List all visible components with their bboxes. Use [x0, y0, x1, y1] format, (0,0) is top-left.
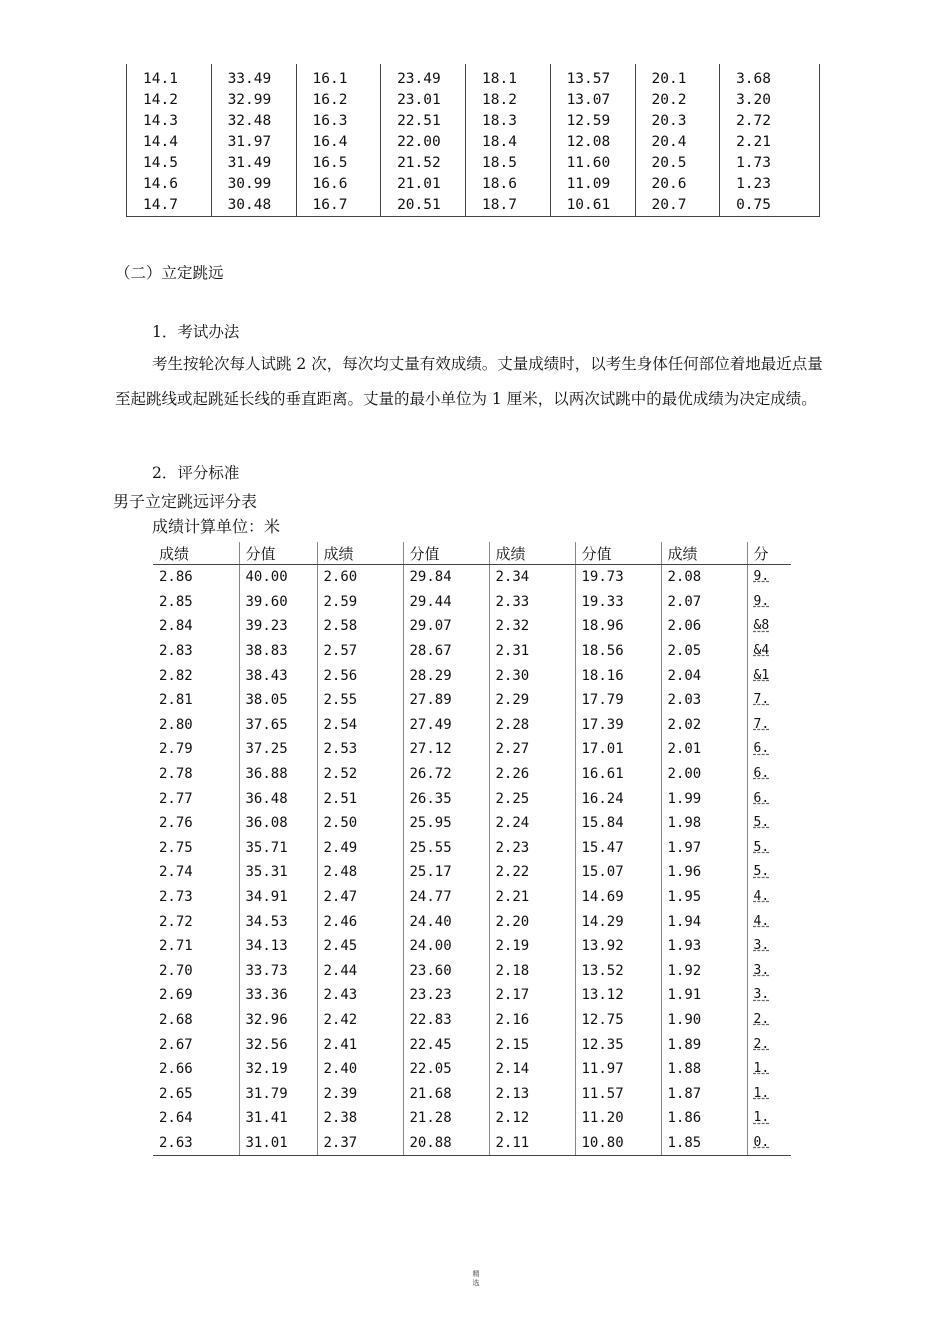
table-cell: 19.73 [575, 565, 661, 590]
table-cell: 1.95 [661, 885, 747, 910]
table-cell: 33.49 [211, 64, 296, 90]
table-cell: 1.99 [661, 786, 747, 811]
table-cell: 2.39 [317, 1081, 403, 1106]
table-cell: 2.66 [159, 1061, 193, 1078]
table-cell: 10.61 [550, 195, 635, 217]
table-cell: 17.01 [575, 737, 661, 762]
top-score-table [126, 64, 820, 217]
exam-method-text: 考生按轮次每人试跳 2 次，每次均丈量有效成绩。丈量成绩时，以考生身体任何部位着地最近点量至起跳线或起跳延长线的垂直距离。丈量的最小单位为 1 厘米，以两次试跳中的最优成绩为决定成绩。 [115, 355, 823, 408]
table-cell: 27.89 [403, 688, 489, 713]
table-row [153, 983, 791, 1008]
table-cell: 33.73 [239, 959, 317, 984]
table-cell: 19.33 [575, 590, 661, 615]
table-row [153, 639, 791, 664]
table-cell: 2.85 [159, 593, 193, 610]
table-cell: 2.08 [661, 565, 747, 590]
table-cell: 2.15 [489, 1032, 575, 1057]
table-cell: 36.88 [239, 762, 317, 787]
table-cell: 2.05 [661, 639, 747, 664]
table-cell: 35.31 [239, 860, 317, 885]
table-cell: 16.24 [575, 786, 661, 811]
table-cell: 11.57 [575, 1081, 661, 1106]
table-cell: 38.05 [239, 688, 317, 713]
table-cell: 2.57 [317, 639, 403, 664]
table-cell: 2.40 [317, 1057, 403, 1082]
table-cell: 1.94 [661, 909, 747, 934]
unit-line: 成绩计算单位：米 [152, 517, 281, 536]
table-cell: 1.93 [661, 934, 747, 959]
table-cell: 11.20 [575, 1106, 661, 1131]
section-title: （二）立定跳远 [115, 264, 224, 282]
table-cell: 2.56 [317, 663, 403, 688]
table-cell: 13.07 [550, 90, 635, 111]
table-cell: 18.16 [575, 663, 661, 688]
table-cell: 1.86 [661, 1106, 747, 1131]
table-cell: 2.41 [317, 1032, 403, 1057]
table-cell: 2.17 [489, 983, 575, 1008]
table-cell: 2.72 [159, 913, 193, 930]
table-cell: 20.7 [635, 195, 720, 217]
table-cell: 2.19 [489, 934, 575, 959]
table-cell: 2.78 [159, 766, 193, 783]
table-cell: 1.89 [661, 1032, 747, 1057]
table-cell: 2.25 [489, 786, 575, 811]
table-cell: 6. [747, 737, 791, 762]
table-row [127, 111, 820, 132]
table-cell: 24.00 [403, 934, 489, 959]
table-row [153, 836, 791, 861]
table-cell: 2.83 [159, 643, 193, 660]
table-cell: 20.1 [635, 64, 720, 90]
table-cell: 2.49 [317, 836, 403, 861]
table-cell: 2.81 [159, 692, 193, 709]
table-cell: &1 [747, 663, 791, 688]
table-row [153, 1032, 791, 1057]
table-cell: 2.74 [159, 864, 193, 881]
table-cell: 2.13 [489, 1081, 575, 1106]
table-cell: 2. [747, 1032, 791, 1057]
table-cell: 14.6 [127, 174, 212, 195]
table-cell: 18.96 [575, 614, 661, 639]
table-row [153, 860, 791, 885]
table-row [153, 1106, 791, 1131]
table-cell: 29.07 [403, 614, 489, 639]
table-cell: 27.12 [403, 737, 489, 762]
table-cell: 21.68 [403, 1081, 489, 1106]
table-cell: 2.71 [159, 938, 193, 955]
table-cell: 20.2 [635, 90, 720, 111]
table-cell: 7. [747, 688, 791, 713]
table-cell: 14.69 [575, 885, 661, 910]
table-cell: 14.7 [127, 195, 212, 217]
table-cell: 16.3 [296, 111, 381, 132]
table-row [153, 737, 791, 762]
table-row [153, 811, 791, 836]
table-cell: 16.5 [296, 153, 381, 174]
table-cell: 18.5 [466, 153, 551, 174]
table-row [153, 786, 791, 811]
table-cell: 34.91 [239, 885, 317, 910]
table-row [153, 713, 791, 738]
table-cell: 25.17 [403, 860, 489, 885]
table-cell: 38.83 [239, 639, 317, 664]
table-cell: 40.00 [239, 565, 317, 590]
table-row [153, 663, 791, 688]
table-caption: 男子立定跳远评分表 [113, 492, 258, 511]
table-cell: 2.73 [159, 889, 193, 906]
table-cell: 4. [747, 909, 791, 934]
table-cell: 25.55 [403, 836, 489, 861]
table-cell: 2.86 [159, 569, 193, 586]
table-cell: 1. [747, 1081, 791, 1106]
table-cell: 31.41 [239, 1106, 317, 1131]
table-cell: 20.5 [635, 153, 720, 174]
table-cell: 14.2 [127, 90, 212, 111]
table-cell: 22.05 [403, 1057, 489, 1082]
table-row [153, 909, 791, 934]
table-cell: 2.37 [317, 1131, 403, 1156]
table-cell: 18.3 [466, 111, 551, 132]
column-header: 成绩 [661, 542, 747, 565]
table-cell: 23.01 [381, 90, 466, 111]
table-cell: 23.23 [403, 983, 489, 1008]
table-cell: 26.35 [403, 786, 489, 811]
table-cell: 15.84 [575, 811, 661, 836]
column-header: 成绩 [317, 542, 403, 565]
table-cell: 4. [747, 885, 791, 910]
table-cell: 29.44 [403, 590, 489, 615]
footer-mark: 精选 [472, 1270, 480, 1287]
table-cell: 2.72 [720, 111, 820, 132]
table-cell: 2.54 [317, 713, 403, 738]
table-cell: 2.32 [489, 614, 575, 639]
table-cell: 2.77 [159, 790, 193, 807]
table-cell: 2.67 [159, 1036, 193, 1053]
table-cell: 3. [747, 959, 791, 984]
table-cell: 29.84 [403, 565, 489, 590]
table-cell: 20.4 [635, 132, 720, 153]
table-cell: 2.16 [489, 1008, 575, 1033]
table-cell: 1. [747, 1057, 791, 1082]
table-cell: 12.75 [575, 1008, 661, 1033]
table-cell: 31.97 [211, 132, 296, 153]
table-cell: 2.12 [489, 1106, 575, 1131]
table-cell: 31.49 [211, 153, 296, 174]
table-cell: 2.53 [317, 737, 403, 762]
table-cell: 1.97 [661, 836, 747, 861]
table-cell: 2.21 [489, 885, 575, 910]
table-cell: 2.58 [317, 614, 403, 639]
table-cell: 20.51 [381, 195, 466, 217]
table-cell: 2.75 [159, 839, 193, 856]
table-cell: 21.28 [403, 1106, 489, 1131]
table-cell: 1.91 [661, 983, 747, 1008]
table-cell: 2.11 [489, 1131, 575, 1156]
table-cell: 2.01 [661, 737, 747, 762]
table-cell: 37.65 [239, 713, 317, 738]
table-cell: 32.99 [211, 90, 296, 111]
table-cell: 2.45 [317, 934, 403, 959]
table-cell: 2.63 [153, 1131, 239, 1156]
table-cell: 10.80 [575, 1131, 661, 1156]
table-cell: &8 [747, 614, 791, 639]
table-cell: 39.23 [239, 614, 317, 639]
table-cell: 18.6 [466, 174, 551, 195]
table-row [153, 762, 791, 787]
table-cell: 1.92 [661, 959, 747, 984]
table-cell: 16.61 [575, 762, 661, 787]
table-cell: 2.65 [159, 1085, 193, 1102]
table-cell: 20.3 [635, 111, 720, 132]
table-cell: 32.19 [239, 1057, 317, 1082]
table-cell: 1. [747, 1106, 791, 1131]
table-cell: 15.07 [575, 860, 661, 885]
table-cell: 18.7 [466, 195, 551, 217]
table-cell: 9. [747, 590, 791, 615]
table-cell: 2.24 [489, 811, 575, 836]
table-cell: 17.39 [575, 713, 661, 738]
table-cell: 23.60 [403, 959, 489, 984]
table-cell: 16.1 [296, 64, 381, 90]
table-row [127, 174, 820, 195]
table-row [153, 934, 791, 959]
table-cell: 2.47 [317, 885, 403, 910]
column-header: 分值 [239, 542, 317, 565]
table-cell: 2.52 [317, 762, 403, 787]
table-cell: 2.00 [661, 762, 747, 787]
table-cell: 2.29 [489, 688, 575, 713]
table-cell: 1.85 [661, 1131, 747, 1156]
table-cell: 20.6 [635, 174, 720, 195]
table-cell: 2.44 [317, 959, 403, 984]
table-cell: 2.48 [317, 860, 403, 885]
table-cell: 11.97 [575, 1057, 661, 1082]
table-cell: 16.6 [296, 174, 381, 195]
table-cell: 31.01 [239, 1131, 317, 1156]
table-cell: 35.71 [239, 836, 317, 861]
table-cell: 1.96 [661, 860, 747, 885]
table-cell: 13.12 [575, 983, 661, 1008]
table-row [153, 1081, 791, 1106]
table-cell: 22.83 [403, 1008, 489, 1033]
table-row [153, 959, 791, 984]
table-cell: 2.69 [159, 987, 193, 1004]
table-row [153, 885, 791, 910]
table-cell: 0.75 [720, 195, 820, 217]
column-header: 分 [747, 542, 791, 565]
table-cell: 36.08 [239, 811, 317, 836]
table-cell: 16.4 [296, 132, 381, 153]
table-cell: 28.67 [403, 639, 489, 664]
table-cell: 11.60 [550, 153, 635, 174]
table-cell: 18.2 [466, 90, 551, 111]
table-cell: 11.09 [550, 174, 635, 195]
table-cell: 32.96 [239, 1008, 317, 1033]
table-cell: 18.56 [575, 639, 661, 664]
table-cell: 2.68 [159, 1011, 193, 1028]
table-cell: 31.79 [239, 1081, 317, 1106]
table-cell: 2.79 [159, 741, 193, 758]
exam-method-heading: 1．考试办法 [152, 323, 240, 341]
table-cell: 2.59 [317, 590, 403, 615]
table-cell: 26.72 [403, 762, 489, 787]
table-cell: 1.87 [661, 1081, 747, 1106]
table-cell: 20.88 [403, 1131, 489, 1156]
table-cell: 0. [747, 1131, 791, 1156]
table-cell: 2.07 [661, 590, 747, 615]
table-cell: 23.49 [381, 64, 466, 90]
table-cell: 13.92 [575, 934, 661, 959]
table-cell: 17.79 [575, 688, 661, 713]
table-cell: 12.08 [550, 132, 635, 153]
table-cell: 2.30 [489, 663, 575, 688]
table-cell: 2.27 [489, 737, 575, 762]
table-cell: 2.26 [489, 762, 575, 787]
table-cell: 15.47 [575, 836, 661, 861]
table-cell: 2.33 [489, 590, 575, 615]
table-cell: 30.99 [211, 174, 296, 195]
table-row [127, 153, 820, 174]
table-cell: 1.90 [661, 1008, 747, 1033]
table-cell: 2.20 [489, 909, 575, 934]
table-cell: 9. [747, 565, 791, 590]
table-row [153, 1057, 791, 1082]
table-cell: 2.43 [317, 983, 403, 1008]
table-cell: 32.48 [211, 111, 296, 132]
table-cell: 2.14 [489, 1057, 575, 1082]
table-cell: 6. [747, 786, 791, 811]
table-cell: 12.59 [550, 111, 635, 132]
table-cell: 7. [747, 713, 791, 738]
table-row [153, 614, 791, 639]
table-cell: 2.38 [317, 1106, 403, 1131]
table-cell: 12.35 [575, 1032, 661, 1057]
table-cell: 34.13 [239, 934, 317, 959]
table-row [153, 688, 791, 713]
table-cell: 2.70 [159, 962, 193, 979]
column-header: 成绩 [153, 542, 239, 565]
table-cell: 36.48 [239, 786, 317, 811]
table-cell: 39.60 [239, 590, 317, 615]
table-cell: 2.50 [317, 811, 403, 836]
column-header: 成绩 [489, 542, 575, 565]
table-cell: 14.3 [127, 111, 212, 132]
table-cell: 2.76 [159, 815, 193, 832]
table-cell: 5. [747, 860, 791, 885]
table-cell: 14.5 [127, 153, 212, 174]
table-cell: 2.02 [661, 713, 747, 738]
table-row [127, 132, 820, 153]
table-cell: 33.36 [239, 983, 317, 1008]
scoring-standard-heading: 2．评分标准 [152, 464, 240, 482]
table-cell: 2.28 [489, 713, 575, 738]
table-cell: 3.20 [720, 90, 820, 111]
table-cell: 6. [747, 762, 791, 787]
table-cell: 2.04 [661, 663, 747, 688]
table-cell: 16.7 [296, 195, 381, 217]
table-cell: 14.4 [127, 132, 212, 153]
table-cell: 16.2 [296, 90, 381, 111]
table-row [153, 1008, 791, 1033]
table-cell: 37.25 [239, 737, 317, 762]
table-cell: 5. [747, 811, 791, 836]
table-cell: 2.60 [317, 565, 403, 590]
table-cell: 30.48 [211, 195, 296, 217]
table-cell: 38.43 [239, 663, 317, 688]
table-cell: 22.51 [381, 111, 466, 132]
table-cell: 3. [747, 934, 791, 959]
table-cell: &4 [747, 639, 791, 664]
table-row [127, 90, 820, 111]
table-cell: 2.03 [661, 688, 747, 713]
table-cell: 1.98 [661, 811, 747, 836]
table-cell: 2.64 [159, 1110, 193, 1127]
table-cell: 3.68 [720, 64, 820, 90]
table-cell: 2.23 [489, 836, 575, 861]
table-row [127, 195, 820, 217]
table-cell: 2.34 [489, 565, 575, 590]
table-cell: 2.18 [489, 959, 575, 984]
table-cell: 22.00 [381, 132, 466, 153]
table-cell: 2.84 [159, 618, 193, 635]
column-header: 分值 [575, 542, 661, 565]
table-cell: 2.31 [489, 639, 575, 664]
table-cell: 13.57 [550, 64, 635, 90]
table-cell: 18.1 [466, 64, 551, 90]
table-cell: 25.95 [403, 811, 489, 836]
column-header: 分值 [403, 542, 489, 565]
table-cell: 2.55 [317, 688, 403, 713]
table-cell: 32.56 [239, 1032, 317, 1057]
table-cell: 14.29 [575, 909, 661, 934]
table-cell: 13.52 [575, 959, 661, 984]
table-row [153, 590, 791, 615]
table-row [127, 64, 820, 90]
table-cell: 2. [747, 1008, 791, 1033]
table-cell: 21.52 [381, 153, 466, 174]
table-cell: 22.45 [403, 1032, 489, 1057]
table-cell: 27.49 [403, 713, 489, 738]
table-cell: 18.4 [466, 132, 551, 153]
table-cell: 28.29 [403, 663, 489, 688]
table-cell: 2.80 [159, 716, 193, 733]
table-cell: 34.53 [239, 909, 317, 934]
table-cell: 2.21 [720, 132, 820, 153]
table-cell: 24.77 [403, 885, 489, 910]
table-row [153, 565, 791, 590]
table-cell: 2.51 [317, 786, 403, 811]
table-cell: 24.40 [403, 909, 489, 934]
table-row [153, 1131, 791, 1156]
table-cell: 1.23 [720, 174, 820, 195]
table-cell: 2.22 [489, 860, 575, 885]
standing-long-jump-score-table [153, 542, 791, 1156]
table-cell: 1.88 [661, 1057, 747, 1082]
table-cell: 2.46 [317, 909, 403, 934]
table-cell: 2.06 [661, 614, 747, 639]
table-cell: 1.73 [720, 153, 820, 174]
table-cell: 2.42 [317, 1008, 403, 1033]
table-cell: 2.82 [159, 667, 193, 684]
table-cell: 5. [747, 836, 791, 861]
table-cell: 3. [747, 983, 791, 1008]
table-cell: 14.1 [127, 64, 212, 90]
table-cell: 21.01 [381, 174, 466, 195]
